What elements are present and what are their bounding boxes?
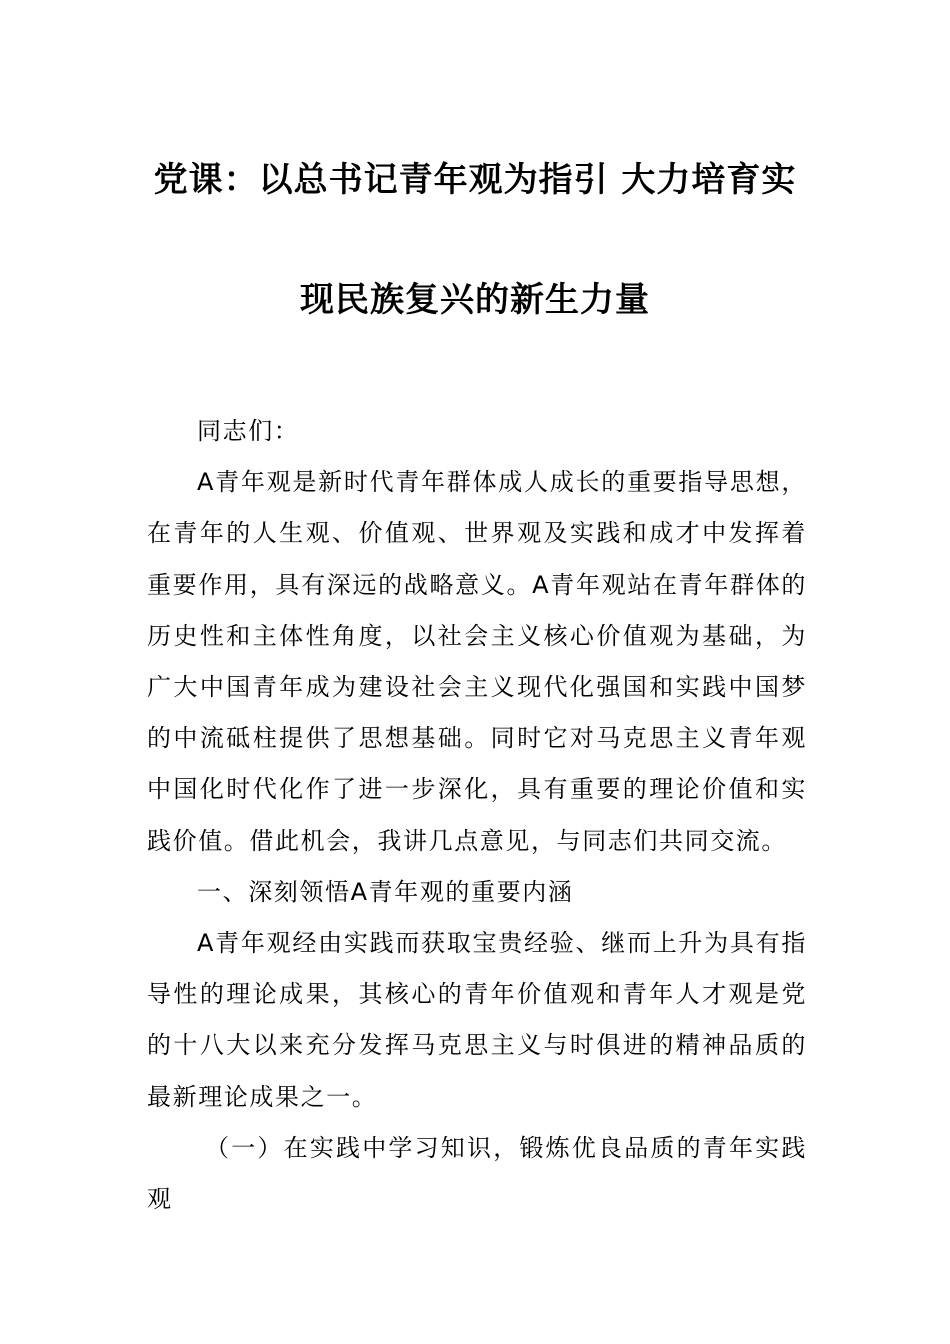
salutation: 同志们： [197,417,300,445]
document-title-line-2: 现民族复兴的新生力量 [300,280,650,320]
body-paragraph-section-1: A青年观经由实践而获取宝贵经验、继而上升为具有指导性的理论成果，其核心的青年价值观和青年人才观是党的十八大以来充分发挥马克思主义与时俱进的精神品质的最新理论成果之一。 [147,929,807,1111]
subsection-heading-1: （一）在实践中学习知识，锻炼优良品质的青年实践观 [147,1133,807,1214]
document-title-line-1: 党课：以总书记青年观为指引 大力培育实 [153,160,797,200]
body-paragraph-intro: A青年观是新时代青年群体成人成长的重要指导思想，在青年的人生观、价值观、世界观及实践和成才中发挥着重要作用，具有深远的战略意义。A青年观站在青年群体的历史性和主体性角度，以社会主义核心价值观为基础，为广大中国青年成为建设社会主义现代化强国和实践中国梦的中流砥柱提供了思想基础。同时它对马克思主义青年观中国化时代化作了进一步深化，具有重要的理论价值和实践价值。借此机会，我讲几点意见，与同志们共同交流。 [147,468,807,855]
section-heading-1: 一、深刻领悟A青年观的重要内涵 [197,877,574,906]
document-body [147,406,807,1225]
